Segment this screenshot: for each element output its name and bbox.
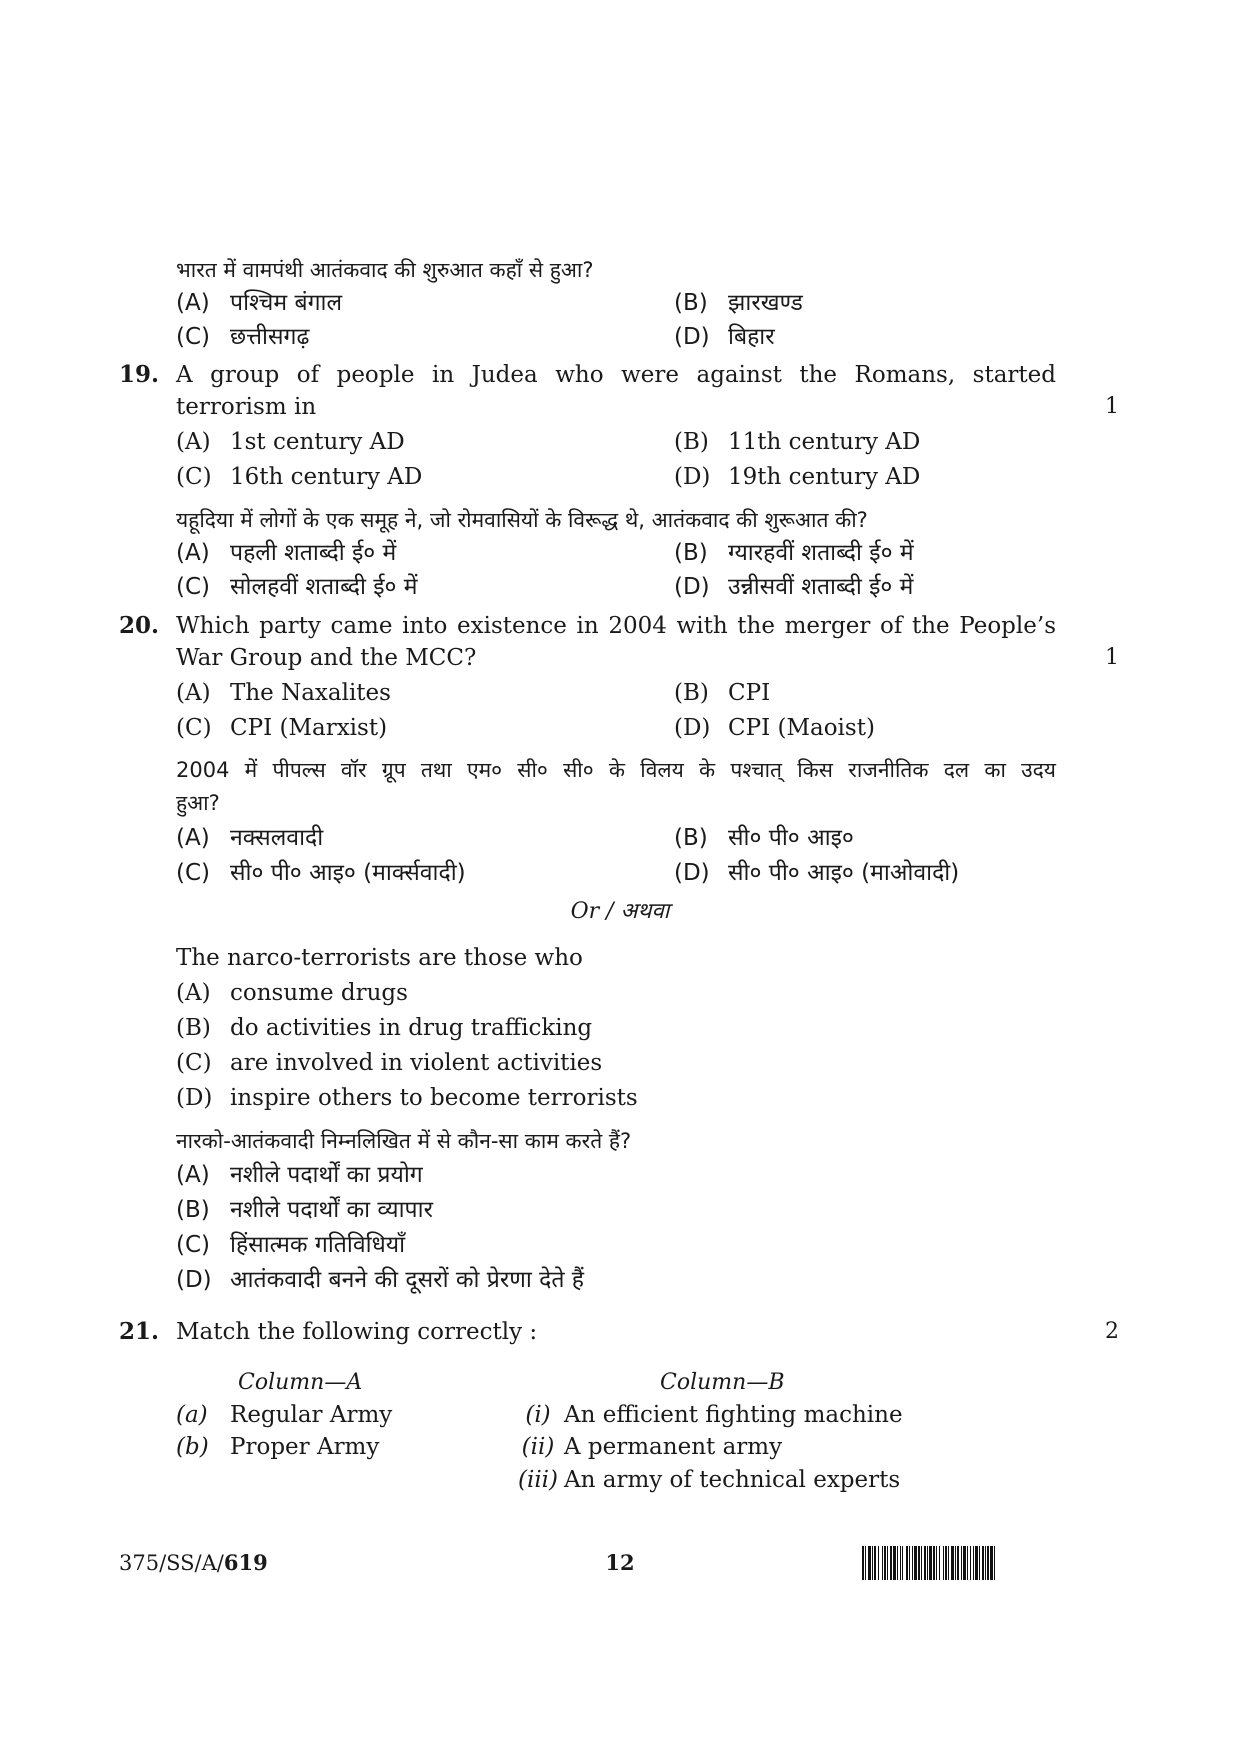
q20-option-b: (B) CPI: [674, 680, 771, 706]
q20-number: 20.: [119, 612, 160, 639]
q19-hindi-option-c: (C) सोलहवीं शताब्दी ई० में: [176, 574, 418, 600]
column-a-item: (b) Proper Army: [176, 1434, 380, 1460]
q20-alt-hindi-option-a: (A) नशीले पदार्थों का प्रयोग: [176, 1162, 423, 1188]
q19-option-b: (B) 11th century AD: [674, 429, 921, 455]
column-b-item: (ii) A permanent army: [521, 1434, 783, 1460]
q20-hindi-option-c: (C) सी० पी० आइ० (मार्क्सवादी): [176, 860, 466, 886]
q18-hindi-option-c: (C) छत्तीसगढ़: [176, 324, 310, 350]
q19-option-a: (A) 1st century AD: [176, 429, 405, 455]
column-b-item: (i) An efficient fighting machine: [525, 1402, 903, 1428]
q19-option-c: (C) 16th century AD: [176, 464, 423, 490]
q19-text-line1: A group of people in Judea who were against the Romans, started: [176, 362, 1056, 388]
q20-alt-question: The narco-terrorists are those who: [176, 945, 583, 971]
q21-text: Match the following correctly :: [176, 1319, 538, 1345]
q19-hindi-option-a: (A) पहली शताब्दी ई० में: [176, 540, 397, 566]
q20-marks: 1: [1105, 645, 1119, 670]
q20-alt-hindi-question: नारको-आतंकवादी निम्नलिखित में से कौन-सा काम करते हैं?: [176, 1129, 632, 1153]
q20-alt-option-d: (D) inspire others to become terrorists: [176, 1085, 638, 1111]
q20-hindi-option-a: (A) नक्सलवादी: [176, 825, 324, 851]
q19-option-d: (D) 19th century AD: [674, 464, 921, 490]
q19-text-line2: terrorism in: [176, 394, 317, 420]
column-b-header: Column—B: [660, 1370, 785, 1395]
q20-hindi-option-d: (D) सी० पी० आइ० (माओवादी): [674, 860, 960, 886]
q20-hindi-line1: 2004 में पीपल्स वॉर ग्रूप तथा एम० सी० सी० के विलय के पश्चात् किस राजनीतिक दल का उदय: [176, 758, 1056, 782]
q18-hindi-option-d: (D) बिहार: [674, 324, 775, 350]
q18-hindi-option-b: (B) झारखण्ड: [674, 290, 803, 316]
q18-hindi-option-a: (A) पश्चिम बंगाल: [176, 290, 343, 316]
q20-hindi-option-b: (B) सी० पी० आइ०: [674, 825, 854, 851]
q19-hindi-option-d: (D) उन्नीसवीं शताब्दी ई० में: [674, 574, 914, 600]
q20-text-line2: War Group and the MCC?: [176, 645, 477, 671]
paper-code: 375/SS/A/619: [119, 1550, 268, 1575]
q21-marks: 2: [1105, 1319, 1119, 1344]
q21-number: 21.: [119, 1318, 160, 1345]
column-b-item: (iii) An army of technical experts: [517, 1467, 901, 1493]
column-a-header: Column—A: [238, 1370, 363, 1395]
q19-hindi-question: यहूदिया में लोगों के एक समूह ने, जो रोमवासियों के विरूद्ध थे, आतंकवाद की शुरूआत की?: [176, 508, 868, 532]
q20-alt-hindi-option-c: (C) हिंसात्मक गतिविधियाँ: [176, 1232, 406, 1258]
q20-alt-hindi-option-d: (D) आतंकवादी बनने की दूसरों को प्रेरणा देते हैं: [176, 1267, 585, 1293]
q20-alt-hindi-option-b: (B) नशीले पदार्थों का व्यापार: [176, 1197, 433, 1223]
q19-number: 19.: [119, 361, 160, 388]
column-a-item: (a) Regular Army: [176, 1402, 393, 1428]
q20-alt-option-a: (A) consume drugs: [176, 980, 408, 1006]
q20-option-d: (D) CPI (Maoist): [674, 715, 875, 741]
q18-hindi-question: भारत में वामपंथी आतंकवाद की शुरुआत कहाँ से हुआ?: [176, 258, 594, 282]
or-separator: Or / अथवा: [570, 899, 670, 924]
q20-text-line1: Which party came into existence in 2004 with the merger of the People’s: [176, 613, 1056, 639]
q20-alt-option-c: (C) are involved in violent activities: [176, 1050, 603, 1076]
q19-marks: 1: [1105, 394, 1119, 419]
q20-option-a: (A) The Naxalites: [176, 680, 391, 706]
page-number: 12: [605, 1550, 635, 1575]
q19-hindi-option-b: (B) ग्यारहवीं शताब्दी ई० में: [674, 540, 914, 566]
q20-alt-option-b: (B) do activities in drug trafficking: [176, 1015, 593, 1041]
q20-hindi-line2: हुआ?: [176, 791, 220, 815]
barcode-icon: [862, 1546, 1118, 1580]
q20-option-c: (C) CPI (Marxist): [176, 715, 388, 741]
